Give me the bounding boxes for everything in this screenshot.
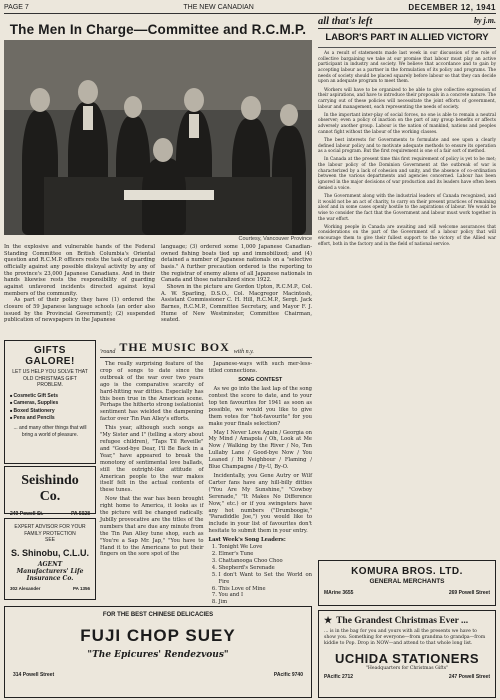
agent-phone: PA 1356	[72, 585, 90, 591]
list-item: 6. This Love of Mine	[219, 586, 313, 593]
column-text: As a result of statements made last week in our discussion of the role of collective bargaining we take at our promise that labour must play an active participant in industry and society. We believe that accordance and to gain by accepting labour as a partner in the formulation of its policy and programs. The needs of society should be placed squarely before labour so that they can decide upon an adequate program to meet them. Workers will have to be organized to be able to give collective expression of their aspirations, and have to introduce their proposals in a concrete nature. The carrying out of these policies will necessitate the joint efforts of government, labour and management, each representing the needs of society. In the important inter-play of social forces, no one is able to remain a neutral observer; even a policy of inaction on the part of any group benefits or affects adversely another group. Labour is the nation of mankind, nations and peoples cannot fight without the labour of the working classes. The best interests for Governments to formulate and see upon a clearly defined labour policy and to motivate adequate methods to ensure its operation as a social program. But the first requirement is one of a fair sort of method. In Canada at the present time this first requirement of policy is yet to be met; the labour policy of the Dominion Government at the outbreak of war is characterized by a lack of cohesion and unity, and the absence of co-ordination between the various departments and agencies concerned. Labour has been ignored in the major decisions of war production and its leaders have often been denied a voice. The Government along with the industrial leaders of Canada recognized, and it would not be an act of charity, to carry on their present practices of remaining aloof and in some cases openly hostile to the aspirations of labour. We would be wise to consider the fact that the Government and labour must work together in the war effort. Working people in Canada are awaiting and will welcome assurances that considerations on the part of the Government of a labour policy that will encourage them to give their fullest support to the victory of the Allied war effort, both in the factory and in the field of national service.	[318, 51, 496, 247]
komura-bros-ad: KOMURA BROS. LTD. GENERAL MERCHANTS MArine 3655 269 Powell Street	[318, 560, 496, 606]
fuji-chop-suey-ad: FOR THE BEST CHINESE DELICACIES FUJI CHOP SUEY "The Epicures' Rendezvous" 314 Powell Street PAcific 9740	[4, 606, 312, 698]
list-item: 5. I don't Want to Set the World on Fire	[219, 572, 313, 586]
restaurant-slogan: "The Epicures' Rendezvous"	[87, 650, 229, 660]
list-item: 8. Jim	[219, 599, 313, 606]
ad-title: GIFTS GALORE!	[25, 345, 75, 367]
story-headline: The Men In Charge—Committee and R.C.M.P.	[9, 22, 307, 37]
story-body	[4, 244, 312, 324]
music-box-col-2: Japanese-ways with such mer-less-titled connections. SONG CONTEST As we go into the last lap of the song contest the score to date, and to your top ten favourites for 1941 as soon as possible, we would you like to give them votes for "hot-favourite" for you make your finals selection? May I Never Love Again / Georgia on My Mind / Amapola / Oh, Look at Me Now / Walking by the River / No, Ten Lullaby Lane / Good-bye Now / You Leaned / Hi Neighbour / Flaming / Blue Champagne / By-U, By-O. Incidentally, you Gene Autry or Wilf Carter fans have any hill-billy ditties ("You Are My Sunshine," "Cowboy Serenade," "It Makes No Difference Now," etc.) or if you swingsters have any hot numbers ("Drumboogie," "Paradiddle Joe,") you would like to include in your list of favourites don't hesitate to submit them in your entry. Last Week's Song Leaders: 1. Tonight We Love 2. Elmer's Tune 3. Chattanooga Choo Choo 4. Shepherd's Serenade 5. I don't Want to Set the World on Fire 6. This Love of Mine 7. You and I 8. Jim 9. 10.	[209, 361, 313, 620]
store-phone: MArine 3655	[324, 590, 354, 596]
music-box-header: 'round THE MUSIC BOX with n.y.	[100, 340, 312, 358]
paper-name: THE NEW CANADIAN	[183, 4, 254, 11]
list-item: ■ Cameras, Supplies	[10, 400, 90, 406]
opinion-column	[318, 16, 496, 556]
list-item: 7. You and I	[219, 592, 313, 599]
store-name: Seishindo Co.	[21, 473, 79, 504]
restaurant-phone: PAcific 9740	[273, 672, 303, 678]
song-contest-heading: SONG CONTEST	[238, 376, 283, 383]
story-column-1: In the explosive and vulnerable hands of the Federal Standing Committee on British Columbia's Oriental question and R.C.M.P. officers rests the task of guarding officially against any possible disloyal activity by any of the province's 23,000 Japanese Canadians. And in their hands likewise rests the responsibility of guarding against unfavored incidents directed against loyal members of the community. As part of their policy they have (1) ordered the closure of 59 Japanese language schools (an order also issued by the Provincial Government); (2) suspended publication of newspapers in the Japanese	[4, 244, 156, 324]
agent-name: S. Shinobu, C.L.U.	[11, 547, 89, 558]
column-title: LABOR'S PART IN ALLIED VICTORY	[318, 29, 496, 48]
list-item: 2. Elmer's Tune	[219, 551, 313, 558]
store-name: UCHIDA STATIONERS	[334, 650, 480, 666]
gifts-galore-ad: GIFTS GALORE! LET US HELP YOU SOLVE THAT OLD CHRISTMAS GIFT PROBLEM. ■ Cosmetic Gift Sets ■ Cameras, Supplies ■ Boxed Stationery ■ Pens and Pencils ... and many other things that will bring a world of pleasure.	[4, 340, 96, 464]
ad-title: The Grandest Christmas Ever ...	[336, 615, 469, 626]
store-address: 249 Powell St.	[10, 511, 44, 517]
list-item: 4. Shepherd's Serenade	[219, 565, 313, 572]
insurance-company: Manufacturers' Life Insurance Co.	[16, 567, 84, 582]
seishindo-ad	[4, 466, 96, 517]
group-photo	[4, 40, 312, 235]
restaurant-address: 314 Powell Street	[13, 672, 55, 678]
list-item: 1. Tonight We Love	[219, 544, 313, 551]
page-number: PAGE 7	[4, 4, 29, 11]
uchida-stationers-ad: ★ The Grandest Christmas Ever ... ... is in the bag for you and yours with all the presents we have to show you. Something for everyone—from grandma to grandpa—from kiddie to Pop. Drop in NOW—and attend to that whole long list. UCHIDA STATIONERS "Headquarters for Christmas Gifts" PAcific 2712 247 Powell Street	[318, 610, 496, 698]
list-item: ■ Boxed Stationery	[10, 408, 90, 414]
music-box-title: THE MUSIC BOX	[119, 340, 230, 354]
music-box-col-1: The really surprising feature of the crop of songs to date since the outbreak of the war over two years ago is the comparative scarcity of hard-hitting war ditties. Especially has this been true in the American scene. Perhaps the hitherto strong isolationist sentiment has wielded the dampening factor over Tin Pan Alley's efforts. This year, although such songs as "My Sister and I" (telling a story about refugee children), "Taps Til Reveille" and "Good-bye Dear, I'll Be Back in a Year," have appeared to break the monotony of sentimental love ballads, still the outright-like attitude of American people to the war makes itself felt in the actual contents of these tunes. Now that the war has been brought right home to America, it looks as if the picture will be changed radically. Jubilly provocative are the titles of the numbers that are due any minute from the Tin Pan Alley tune shop, such as "You're a Sap Mr. Jap," "You have to Hand it to the Americans to put their fingers on the sore spot of the	[100, 361, 204, 558]
store-name: KOMURA BROS. LTD.	[351, 566, 463, 577]
lead-story	[4, 18, 312, 324]
restaurant-name: FUJI CHOP SUEY	[80, 626, 236, 645]
star-icon: ★	[324, 615, 333, 625]
story-column-2: language; (3) ordered some 1,000 Japanese Canadian-owned fishing boats tied up and immobilized; and (4) detained a number of Japanese nationals on a "selective basis." A further precaution ordered is the reporting to the registrar of enemy aliens of all Japanese nationals in Canada and those naturalized since 1922. Shown in the picture are Gordon Upton, R.C.M.P., Col. A. W. Sparling, D.S.O., Col. Macgregor Macintosh, Assistant Commissioner C. H. Hill, R.C.M.P., Sergt. Jack Barnes, R.C.M.P., Committee Secretary, and Mayor F. J. Hume of New Westminster, Committee Chairman, seated.	[161, 244, 313, 324]
column-banner: all that's left by j.m.	[318, 16, 496, 27]
agent-address: 302 Alexander	[10, 585, 41, 591]
gift-list	[10, 393, 90, 422]
song-leaders-heading: Last Week's Song Leaders:	[208, 537, 286, 544]
music-box-column	[100, 340, 312, 606]
shinobu-insurance-ad: EXPERT ADVISOR FOR YOUR FAMILY PROTECTION SEE S. Shinobu, C.L.U. AGENT Manufacturers' Life Insurance Co. 302 Alexander PA 1356	[4, 518, 96, 600]
store-phone: PA 5028	[71, 511, 90, 517]
store-address: 269 Powell Street	[448, 590, 490, 596]
store-phone: PAcific 2712	[324, 673, 354, 680]
list-item: ■ Pens and Pencils	[10, 415, 90, 421]
photo-credit: Courtesy, Vancouver Province	[238, 236, 312, 242]
column-byline: by j.m.	[474, 16, 496, 25]
list-item: ■ Cosmetic Gift Sets	[10, 393, 90, 399]
masthead	[4, 2, 496, 14]
list-item: 3. Chattanooga Choo Choo	[219, 558, 313, 565]
issue-date: DECEMBER 12, 1941	[408, 3, 496, 12]
store-address: 247 Powell Street	[448, 673, 490, 680]
